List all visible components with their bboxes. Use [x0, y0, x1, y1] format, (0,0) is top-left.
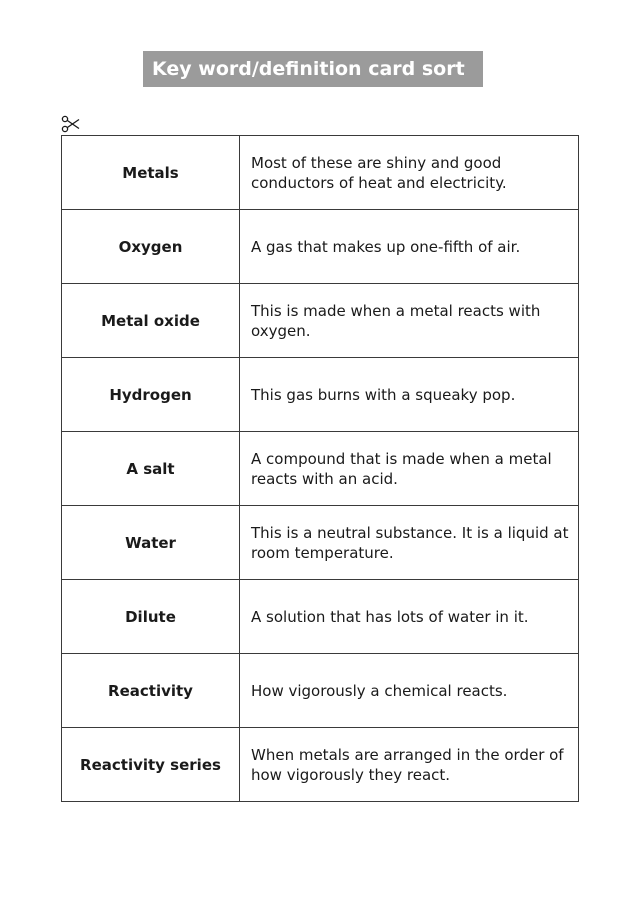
page-title: Key word/definition card sort: [152, 58, 465, 80]
key-word-card: Hydrogen: [62, 358, 240, 432]
card-row: [62, 358, 579, 432]
scissors-icon: [61, 114, 81, 134]
card-row: [62, 506, 579, 580]
card-row: [62, 654, 579, 728]
definition-card: This gas burns with a squeaky pop.: [240, 358, 579, 432]
key-word-card: Reactivity series: [62, 728, 240, 802]
title-banner: [143, 51, 483, 87]
key-word-card: Metals: [62, 136, 240, 210]
definition-card: This is made when a metal reacts with oxygen.: [240, 284, 579, 358]
definition-card: When metals are arranged in the order of how vigorously they react.: [240, 728, 579, 802]
key-word-card: A salt: [62, 432, 240, 506]
card-row: [62, 210, 579, 284]
key-word-card: Dilute: [62, 580, 240, 654]
card-row: [62, 284, 579, 358]
definition-card: This is a neutral substance. It is a liquid at room temperature.: [240, 506, 579, 580]
card-row: [62, 728, 579, 802]
definition-card: A compound that is made when a metal reacts with an acid.: [240, 432, 579, 506]
card-sort-table: [61, 135, 579, 802]
key-word-card: Water: [62, 506, 240, 580]
definition-card: Most of these are shiny and good conductors of heat and electricity.: [240, 136, 579, 210]
card-row: [62, 580, 579, 654]
card-row: [62, 136, 579, 210]
definition-card: A gas that makes up one-fifth of air.: [240, 210, 579, 284]
definition-card: How vigorously a chemical reacts.: [240, 654, 579, 728]
definition-card: A solution that has lots of water in it.: [240, 580, 579, 654]
key-word-card: Reactivity: [62, 654, 240, 728]
key-word-card: Metal oxide: [62, 284, 240, 358]
key-word-card: Oxygen: [62, 210, 240, 284]
card-row: [62, 432, 579, 506]
